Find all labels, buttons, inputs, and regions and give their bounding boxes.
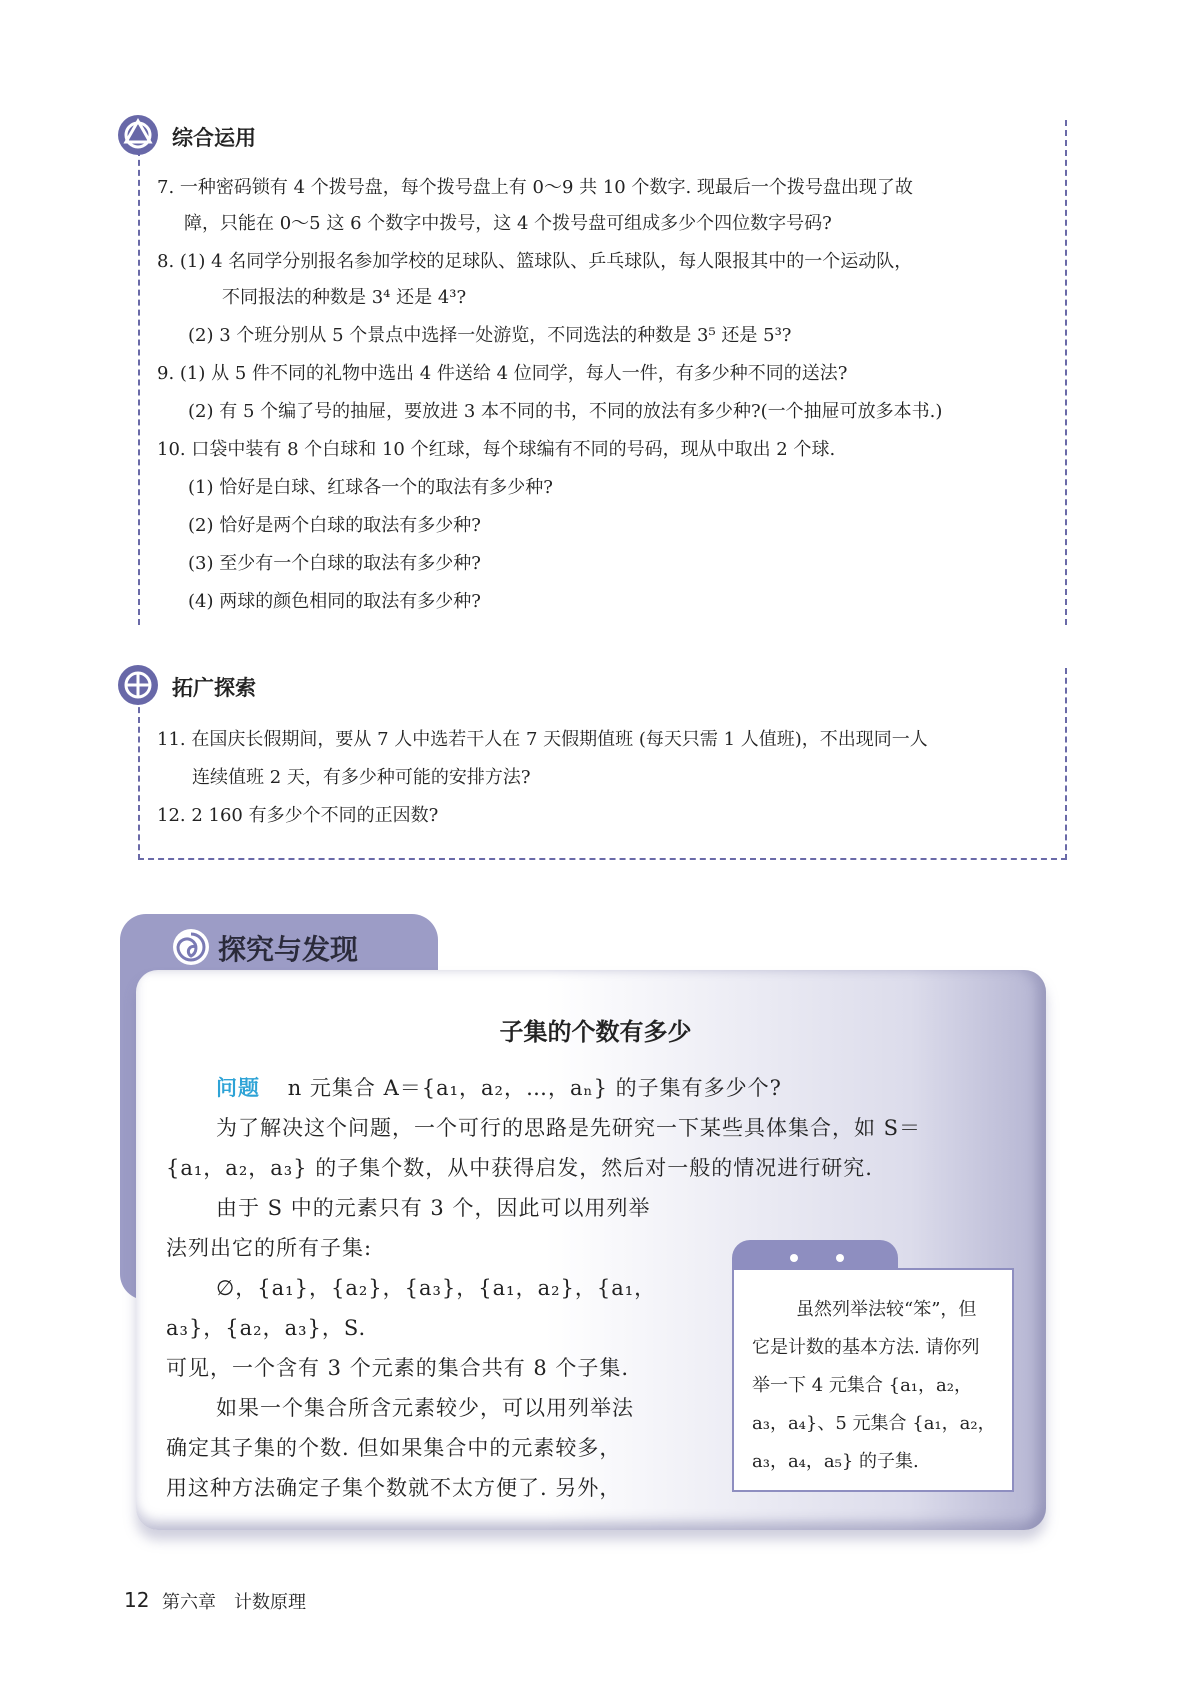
explore-title: 子集的个数有多少 <box>499 1018 692 1046</box>
note-line: a₃，a₄，a₅} 的子集. <box>752 1451 919 1472</box>
exercise-line: 10. 口袋中装有 8 个白球和 10 个红球，每个球编有不同的号码，现从中取出 2 个球. <box>157 439 836 460</box>
exercise-line: 11. 在国庆长假期间，要从 7 人中选若干人在 7 天假期值班 (每天只需 1 人值班)，不出现同一人 <box>157 729 928 750</box>
explore-line: 确定其子集的个数. 但如果集合中的元素较多， <box>166 1436 622 1460</box>
triangle-knot-icon <box>117 114 159 156</box>
exercise-line: 连续值班 2 天，有多少种可能的安排方法? <box>192 767 531 788</box>
explore-line: 由于 S 中的元素只有 3 个，因此可以用列举 <box>216 1196 651 1220</box>
explore-line: a₃}，{a₂，a₃}，S. <box>166 1316 367 1340</box>
exercise-line: (3) 至少有一个白球的取法有多少种? <box>188 553 481 574</box>
spiral-icon <box>172 928 210 966</box>
note-dot-icon <box>836 1254 844 1262</box>
exercise-line: 障，只能在 0～5 这 6 个数字中拨号，这 4 个拨号盘可组成多少个四位数字号码? <box>184 213 832 234</box>
explore-line: 法列出它的所有子集: <box>166 1236 373 1260</box>
ring-knot-icon <box>117 664 159 706</box>
exercise-line: 9. (1) 从 5 件不同的礼物中选出 4 件送给 4 位同学，每人一件，有多少种不同的送法? <box>157 363 848 384</box>
question-line <box>216 1074 782 1102</box>
explore-line: 可见，一个含有 3 个元素的集合共有 8 个子集. <box>166 1356 630 1380</box>
section-title-extension: 拓广探索 <box>172 676 256 700</box>
exercise-line: (2) 3 个班分别从 5 个景点中选择一处游览，不同选法的种数是 3⁵ 还是 5³? <box>188 325 792 346</box>
exercise-line: (4) 两球的颜色相同的取法有多少种? <box>188 591 481 612</box>
exercise-line: 7. 一种密码锁有 4 个拨号盘，每个拨号盘上有 0～9 共 10 个数字. 现最后一个拨号盘出现了故 <box>157 177 913 198</box>
explore-line: 用这种方法确定子集个数就不太方便了. 另外， <box>166 1476 622 1500</box>
exercise-line: 12. 2 160 有多少个不同的正因数? <box>157 805 439 826</box>
exercise-line: (1) 恰好是白球、红球各一个的取法有多少种? <box>188 477 553 498</box>
note-line: 举一下 4 元集合 {a₁，a₂， <box>752 1375 972 1396</box>
exercise-line: 8. (1) 4 名同学分别报名参加学校的足球队、篮球队、乒乓球队，每人限报其中的一个运动队， <box>157 251 913 272</box>
chapter-title: 第六章 计数原理 <box>162 1592 306 1613</box>
explore-line: {a₁，a₂，a₃} 的子集个数，从中获得启发，然后对一般的情况进行研究. <box>166 1156 873 1180</box>
exercise-line: 不同报法的种数是 3⁴ 还是 4³? <box>222 287 467 308</box>
question-text: n 元集合 A＝{a₁，a₂，…，aₙ} 的子集有多少个? <box>287 1076 782 1100</box>
note-dot-icon <box>790 1254 798 1262</box>
question-label: 问题 <box>216 1076 260 1100</box>
explore-line: 为了解决这个问题，一个可行的思路是先研究一下某些具体集合，如 S＝ <box>216 1116 922 1140</box>
exercise-line: (2) 恰好是两个白球的取法有多少种? <box>188 515 481 536</box>
note-line: a₃，a₄}、5 元集合 {a₁，a₂， <box>752 1413 996 1434</box>
explore-line: ∅，{a₁}，{a₂}，{a₃}，{a₁，a₂}，{a₁， <box>216 1276 657 1300</box>
exercise-frame-extension <box>138 668 1067 860</box>
note-line: 虽然列举法较“笨”，但 <box>796 1299 977 1320</box>
exercise-line: (2) 有 5 个编了号的抽屉，要放进 3 本不同的书，不同的放法有多少种?(一个抽屉可放多本书.) <box>188 401 943 422</box>
explore-tab-label: 探究与发现 <box>218 933 359 966</box>
page-number: 12 <box>124 1588 150 1612</box>
note-line: 它是计数的基本方法. 请你列 <box>752 1337 980 1358</box>
section-title-comprehensive: 综合运用 <box>172 126 256 150</box>
explore-line: 如果一个集合所含元素较少，可以用列举法 <box>216 1396 634 1420</box>
